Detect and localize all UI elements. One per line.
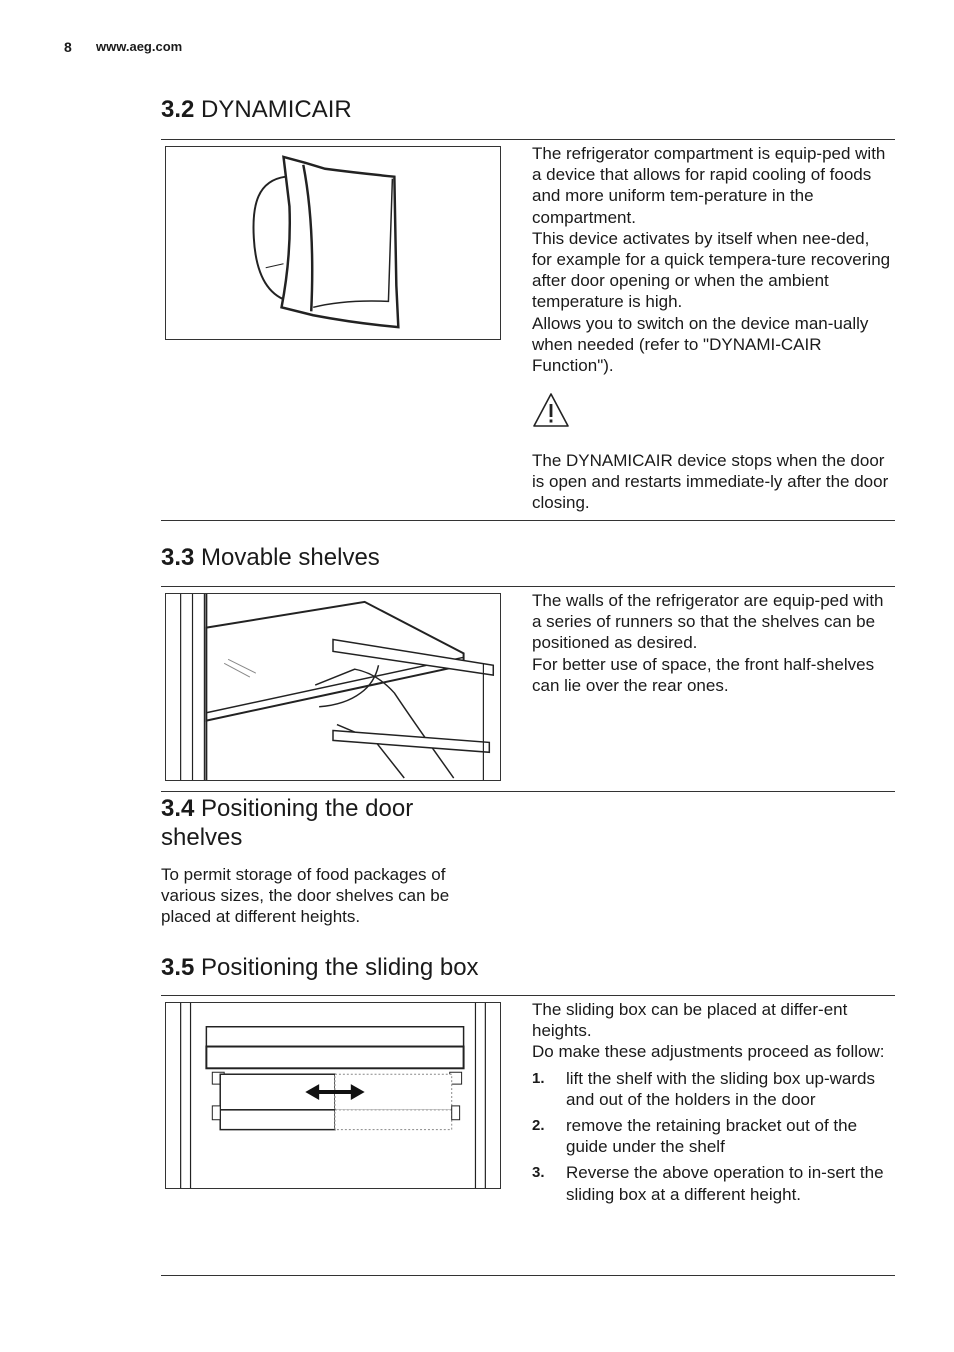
section-title: Positioning the door xyxy=(201,795,414,822)
section-title: Positioning the sliding box xyxy=(201,954,479,981)
door-shelves-description xyxy=(161,864,501,928)
section-number: 3.3 xyxy=(161,544,195,571)
paragraph: The sliding box can be placed at differ-ent heights. xyxy=(532,1000,848,1041)
paragraph: The walls of the refrigerator are equip-ped with a series of runners so that the shelves can be positioned as desired. xyxy=(532,591,884,653)
sliding-box-illustration xyxy=(165,1002,501,1189)
list-item xyxy=(532,1115,892,1157)
website-url[interactable]: www.aeg.com xyxy=(96,39,183,54)
sliding-box-description xyxy=(532,999,892,1210)
page-number: 8 xyxy=(64,39,72,55)
section-rule xyxy=(161,520,895,521)
paragraph: This device activates by itself when nee-ded, for example for a quick tempera-ture recovering after door opening or when the ambient temperature is high. xyxy=(532,228,891,312)
section-heading-3-4 xyxy=(161,794,501,852)
section-rule xyxy=(161,995,895,996)
section-rule xyxy=(161,791,895,792)
paragraph: For better use of space, the front half-shelves can lie over the rear ones. xyxy=(532,654,875,695)
section-title: Movable shelves xyxy=(201,544,380,571)
paragraph: Do make these adjustments proceed as follow: xyxy=(532,1042,885,1062)
dynamicair-warning-text xyxy=(532,450,892,514)
movable-shelves-illustration xyxy=(165,593,501,781)
section-rule xyxy=(161,586,895,587)
movable-shelves-drawing xyxy=(166,594,500,780)
list-item xyxy=(532,1162,892,1204)
step-number: 1. xyxy=(532,1069,545,1087)
step-number: 3. xyxy=(532,1164,545,1182)
paragraph: Allows you to switch on the device man-ually when needed (refer to "DYNAMI-CAIR Function"). xyxy=(532,313,869,376)
section-heading-3-5 xyxy=(161,953,479,982)
list-item xyxy=(532,1068,892,1110)
section-heading-3-3 xyxy=(161,543,380,572)
paragraph: The DYNAMICAIR device stops when the door is open and restarts immediate-ly after the door closing. xyxy=(532,451,889,513)
steps-list xyxy=(532,1068,892,1205)
dynamicair-drawing xyxy=(166,147,500,339)
sliding-box-drawing xyxy=(166,1003,500,1188)
step-number: 2. xyxy=(532,1117,545,1135)
warning-icon xyxy=(532,392,570,428)
step-text: lift the shelf with the sliding box up-wards and out of the holders in the door xyxy=(566,1068,875,1109)
paragraph: The refrigerator compartment is equip-ped with a device that allows for rapid cooling of foods and more uniform tem-perature in the compartment. xyxy=(532,144,886,227)
section-number: 3.5 xyxy=(161,954,195,981)
section-number: 3.4 xyxy=(161,795,195,822)
dynamicair-illustration xyxy=(165,146,501,340)
section-title-continued: shelves xyxy=(161,824,243,851)
paragraph: To permit storage of food packages of various sizes, the door shelves can be placed at different heights. xyxy=(161,865,450,927)
section-rule xyxy=(161,1275,895,1276)
section-heading-3-2 xyxy=(161,95,352,124)
section-number: 3.2 xyxy=(161,96,195,123)
section-rule xyxy=(161,139,895,140)
step-text: remove the retaining bracket out of the guide under the shelf xyxy=(566,1116,858,1157)
dynamicair-description xyxy=(532,143,892,376)
step-text: Reverse the above operation to in-sert the sliding box at a different height. xyxy=(566,1163,884,1204)
movable-shelves-description xyxy=(532,590,892,696)
section-title: DYNAMICAIR xyxy=(201,96,352,123)
